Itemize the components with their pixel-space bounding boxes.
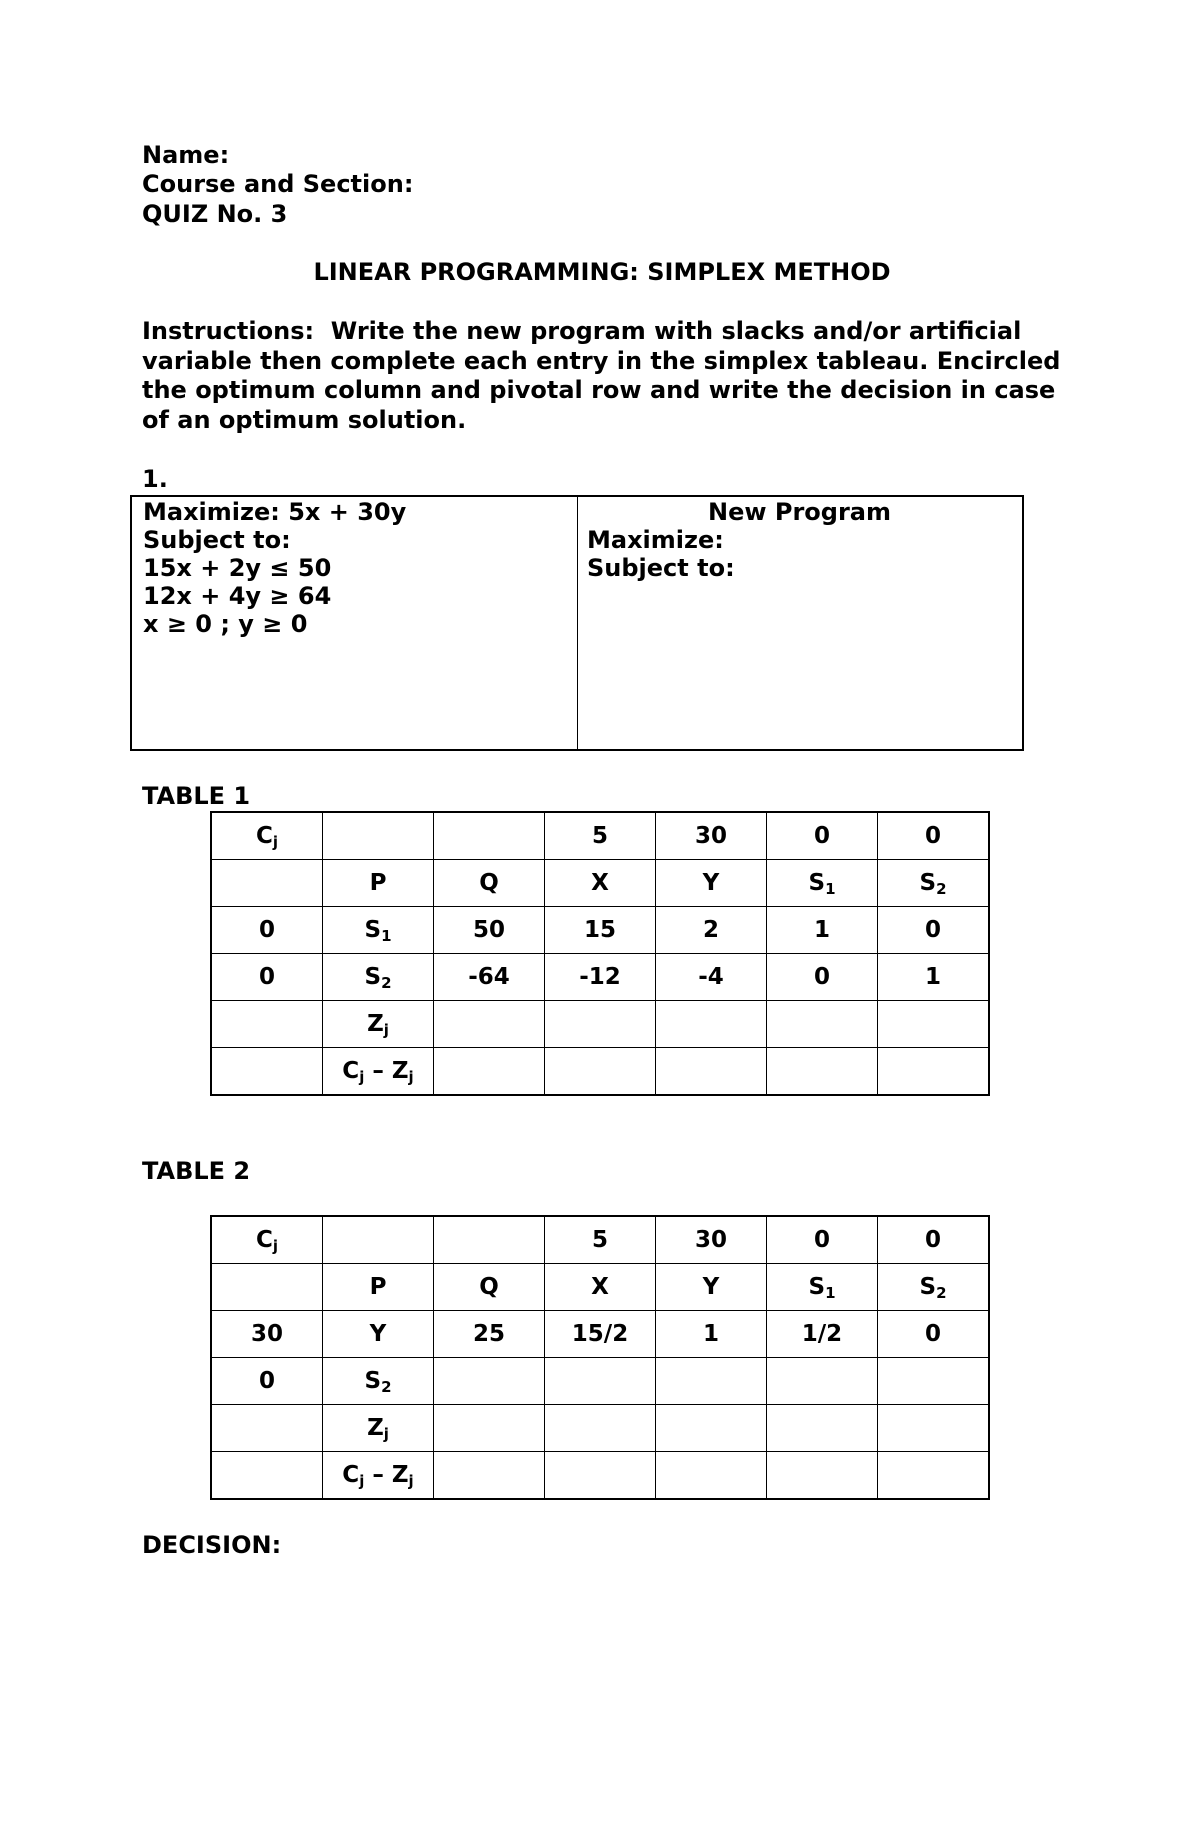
table-row bbox=[211, 1311, 989, 1358]
table-cell bbox=[767, 1452, 878, 1500]
table-cell bbox=[211, 1264, 323, 1311]
instructions-line-3: the optimum column and pivotal row and write the decision in case bbox=[142, 376, 1056, 404]
s2-basis-cell: $S_2$ bbox=[323, 1358, 434, 1405]
new-program-heading: New Program bbox=[707, 498, 892, 526]
table-row bbox=[211, 1405, 989, 1452]
table-cell: 5 bbox=[545, 1216, 656, 1264]
table-cell bbox=[434, 1216, 545, 1264]
table-row bbox=[211, 954, 989, 1001]
table-cell: -4 bbox=[656, 954, 767, 1001]
table-cell: P bbox=[323, 1264, 434, 1311]
table-cell bbox=[767, 1001, 878, 1048]
table-cell: X bbox=[545, 1264, 656, 1311]
table-cell: -64 bbox=[434, 954, 545, 1001]
table-cell bbox=[878, 1048, 990, 1096]
s2-basis-cell: $S_2$ bbox=[323, 954, 434, 1001]
table-cell bbox=[656, 1048, 767, 1096]
table-cell: 1 bbox=[878, 954, 990, 1001]
table-cell bbox=[211, 1452, 323, 1500]
table-row bbox=[211, 860, 989, 907]
s2-header-cell: $S_2$ bbox=[878, 860, 990, 907]
table-cell: 0 bbox=[767, 1216, 878, 1264]
table-cell: Y bbox=[656, 860, 767, 907]
table-cell bbox=[767, 1405, 878, 1452]
table-cell: 30 bbox=[211, 1311, 323, 1358]
table-cell bbox=[878, 1405, 990, 1452]
table-cell bbox=[211, 1405, 323, 1452]
table-row bbox=[211, 1216, 989, 1264]
table-cell bbox=[878, 1001, 990, 1048]
s1-header-cell: $S_1$ bbox=[767, 1264, 878, 1311]
table-cell: Y bbox=[656, 1264, 767, 1311]
s1-header-cell: $S_1$ bbox=[767, 860, 878, 907]
table-cell: 1 bbox=[767, 907, 878, 954]
table-cell: X bbox=[545, 860, 656, 907]
table-cell: 15 bbox=[545, 907, 656, 954]
zj-row-label: $Z_j$ bbox=[323, 1001, 434, 1048]
table-cell: 5 bbox=[545, 812, 656, 860]
new-program-subject-to-label: Subject to: bbox=[587, 554, 735, 582]
table-2-label: TABLE 2 bbox=[142, 1157, 251, 1185]
table-cell bbox=[767, 1048, 878, 1096]
table-cell bbox=[545, 1452, 656, 1500]
table-cell bbox=[656, 1452, 767, 1500]
table-cell bbox=[545, 1048, 656, 1096]
table-cell bbox=[434, 1452, 545, 1500]
table-cell: 0 bbox=[878, 812, 990, 860]
constraint-1: 15x + 2y ≤ 50 bbox=[143, 554, 332, 582]
original-program bbox=[132, 497, 578, 749]
table-cell: Y bbox=[323, 1311, 434, 1358]
decision-label: DECISION: bbox=[142, 1531, 282, 1559]
table-cell bbox=[323, 1216, 434, 1264]
cj-minus-zj-row-label: $C_j - Z_j$ bbox=[323, 1452, 434, 1500]
instructions-line-4: of an optimum solution. bbox=[142, 405, 467, 434]
table-cell bbox=[656, 1358, 767, 1405]
table-cell: P bbox=[323, 860, 434, 907]
table-row bbox=[211, 907, 989, 954]
table-cell: 30 bbox=[656, 812, 767, 860]
table-cell bbox=[545, 1001, 656, 1048]
s1-basis-cell: $S_1$ bbox=[323, 907, 434, 954]
table-cell: 0 bbox=[767, 954, 878, 1001]
constraint-2: 12x + 4y ≥ 64 bbox=[143, 582, 332, 610]
table-row bbox=[211, 1001, 989, 1048]
page-title-text: LINEAR PROGRAMMING: SIMPLEX METHOD bbox=[313, 258, 891, 286]
table-cell: 30 bbox=[656, 1216, 767, 1264]
table-cell bbox=[434, 1001, 545, 1048]
table-cell bbox=[656, 1405, 767, 1452]
cj-minus-zj-row-label: $C_j - Z_j$ bbox=[323, 1048, 434, 1096]
table-cell bbox=[545, 1358, 656, 1405]
instructions bbox=[142, 317, 1067, 435]
table-cell bbox=[211, 1001, 323, 1048]
instructions-line-2: variable then complete each entry in the simplex tableau. Encircled bbox=[142, 346, 1061, 375]
name-label: Name: bbox=[142, 141, 230, 169]
table-cell: 0 bbox=[211, 1358, 323, 1405]
table-cell bbox=[211, 860, 323, 907]
cj-header-cell: $C_j$ bbox=[211, 812, 323, 860]
table-cell bbox=[767, 1358, 878, 1405]
table-cell bbox=[878, 1358, 990, 1405]
table-cell: -12 bbox=[545, 954, 656, 1001]
table-cell: 0 bbox=[878, 1216, 990, 1264]
table-cell: 0 bbox=[211, 954, 323, 1001]
table-cell bbox=[545, 1405, 656, 1452]
table-1-label: TABLE 1 bbox=[142, 782, 251, 810]
table-cell bbox=[878, 1452, 990, 1500]
table-row bbox=[211, 812, 989, 860]
table-row bbox=[211, 1452, 989, 1500]
simplex-table-2 bbox=[210, 1215, 990, 1500]
table-cell bbox=[656, 1001, 767, 1048]
problem-number: 1. bbox=[142, 465, 168, 493]
new-program bbox=[578, 497, 1022, 749]
program-box bbox=[130, 495, 1024, 751]
table-cell: 25 bbox=[434, 1311, 545, 1358]
table-cell bbox=[211, 1048, 323, 1096]
table-row bbox=[211, 1048, 989, 1096]
simplex-table-1 bbox=[210, 811, 990, 1096]
page-title bbox=[0, 258, 1200, 287]
table-cell: 2 bbox=[656, 907, 767, 954]
table-cell: 1 bbox=[656, 1311, 767, 1358]
table-cell bbox=[434, 1405, 545, 1452]
table-cell bbox=[434, 1048, 545, 1096]
subject-to-label: Subject to: bbox=[143, 526, 291, 554]
table-cell: 0 bbox=[878, 907, 990, 954]
instructions-line-1: Instructions: Write the new program with slacks and/or artificial bbox=[142, 317, 1022, 345]
table-cell: 50 bbox=[434, 907, 545, 954]
s2-header-cell: $S_2$ bbox=[878, 1264, 990, 1311]
table-row bbox=[211, 1264, 989, 1311]
table-cell: 0 bbox=[878, 1311, 990, 1358]
course-section-label: Course and Section: bbox=[142, 170, 414, 198]
table-cell: 1/2 bbox=[767, 1311, 878, 1358]
table-row bbox=[211, 1358, 989, 1405]
objective-function: Maximize: 5x + 30y bbox=[143, 498, 407, 526]
table-cell: Q bbox=[434, 860, 545, 907]
table-cell bbox=[323, 812, 434, 860]
new-program-maximize-label: Maximize: bbox=[587, 526, 724, 554]
table-cell bbox=[434, 812, 545, 860]
zj-row-label: $Z_j$ bbox=[323, 1405, 434, 1452]
quiz-number-label: QUIZ No. 3 bbox=[142, 200, 288, 228]
cj-header-cell: $C_j$ bbox=[211, 1216, 323, 1264]
table-cell: Q bbox=[434, 1264, 545, 1311]
non-negativity-constraint: x ≥ 0 ; y ≥ 0 bbox=[143, 610, 308, 638]
table-cell: 0 bbox=[211, 907, 323, 954]
table-cell: 15/2 bbox=[545, 1311, 656, 1358]
table-cell bbox=[434, 1358, 545, 1405]
table-cell: 0 bbox=[767, 812, 878, 860]
